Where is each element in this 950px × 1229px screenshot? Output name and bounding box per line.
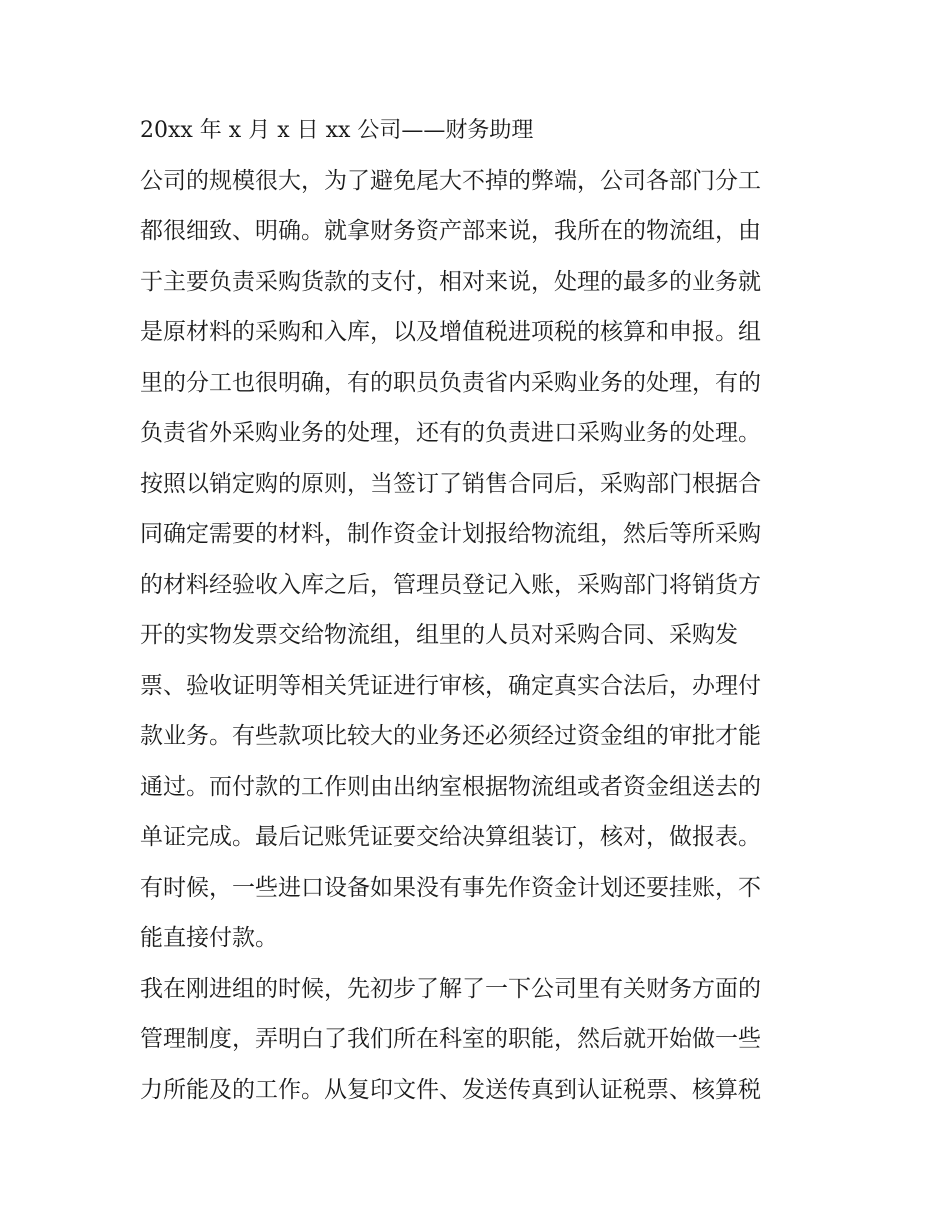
paragraph-line: 单证完成。最后记账凭证要交给决算组装订，核对，做报表。 — [140, 824, 761, 850]
paragraph-line: 我在刚进组的时候，先初步了解了一下公司里有关财务方面的 — [140, 976, 761, 1002]
paragraph-line: 通过。而付款的工作则由出纳室根据物流组或者资金组送去的 — [140, 774, 761, 800]
document-title: 20xx 年 x 月 x 日 xx 公司——财务助理 — [140, 118, 534, 143]
paragraph-line: 有时候，一些进口设备如果没有事先作资金计划还要挂账，不 — [140, 875, 761, 901]
paragraph-line: 的材料经验收入库之后，管理员登记入账，采购部门将销货方 — [140, 572, 761, 598]
paragraph-line: 于主要负责采购货款的支付，相对来说，处理的最多的业务就 — [140, 269, 761, 295]
paragraph-line: 按照以销定购的原则，当签订了销售合同后，采购部门根据合 — [140, 471, 761, 497]
paragraph-line: 管理制度，弄明白了我们所在科室的职能，然后就开始做一些 — [140, 1026, 761, 1052]
paragraph-line: 都很细致、明确。就拿财务资产部来说，我所在的物流组，由 — [140, 218, 761, 244]
paragraph-line: 力所能及的工作。从复印文件、发送传真到认证税票、核算税 — [140, 1077, 761, 1103]
paragraph-line: 款业务。有些款项比较大的业务还必须经过资金组的审批才能 — [140, 723, 761, 749]
paragraph-line: 开的实物发票交给物流组，组里的人员对采购合同、采购发 — [140, 622, 738, 648]
paragraph-line: 同确定需要的材料，制作资金计划报给物流组，然后等所采购 — [140, 521, 761, 547]
paragraph-line: 票、验收证明等相关凭证进行审核，确定真实合法后，办理付 — [140, 673, 761, 699]
paragraph-line: 负责省外采购业务的处理，还有的负责进口采购业务的处理。 — [140, 420, 761, 446]
paragraph-line: 里的分工也很明确，有的职员负责省内采购业务的处理，有的 — [140, 370, 761, 396]
paragraph-line: 公司的规模很大，为了避免尾大不掉的弊端，公司各部门分工 — [140, 168, 761, 194]
paragraph-line: 能直接付款。 — [140, 925, 278, 951]
paragraph-line: 是原材料的采购和入库，以及增值税进项税的核算和申报。组 — [140, 319, 761, 345]
